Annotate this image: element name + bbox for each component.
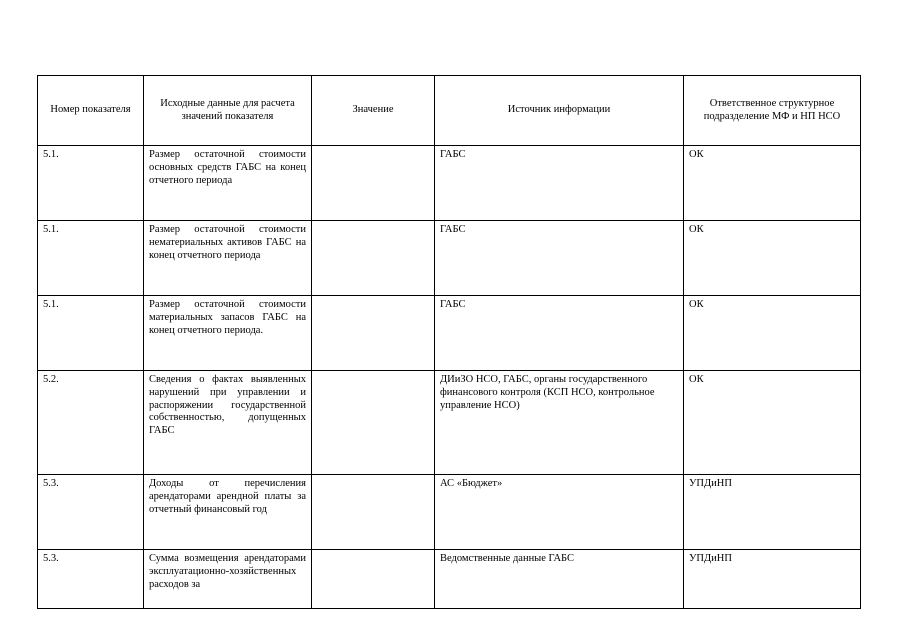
row-number: 5.3.	[38, 475, 144, 550]
row-source: ГАБС	[435, 296, 684, 371]
header-number: Номер показателя	[38, 76, 144, 146]
table-row	[38, 550, 861, 609]
row-number: 5.1.	[38, 146, 144, 221]
row-description: Доходы от перечисления арендаторами арендной платы за отчетный финансовый год	[144, 475, 312, 550]
table-row	[38, 296, 861, 371]
row-responsible: ОК	[684, 221, 861, 296]
row-number: 5.2.	[38, 371, 144, 475]
table-header-row	[38, 76, 861, 146]
row-description: Размер остаточной стоимости материальных запасов ГАБС на конец отчетного периода.	[144, 296, 312, 371]
row-value	[312, 371, 435, 475]
row-description: Сведения о фактах выявленных нарушений при управлении и распоряжении государственной собственностью, допущенных ГАБС	[144, 371, 312, 475]
row-responsible: ОК	[684, 146, 861, 221]
row-description: Сумма возмещения арендаторами эксплуатационно-хозяйственных расходов за	[144, 550, 312, 609]
row-value	[312, 475, 435, 550]
header-value: Значение	[312, 76, 435, 146]
row-responsible: УПДиНП	[684, 550, 861, 609]
row-responsible: ОК	[684, 371, 861, 475]
table-row	[38, 146, 861, 221]
row-number: 5.3.	[38, 550, 144, 609]
indicators-table	[37, 75, 861, 609]
row-source: Ведомственные данные ГАБС	[435, 550, 684, 609]
row-source: АС «Бюджет»	[435, 475, 684, 550]
row-value	[312, 296, 435, 371]
table-row	[38, 221, 861, 296]
row-source: ГАБС	[435, 221, 684, 296]
row-description: Размер остаточной стоимости нематериальных активов ГАБС на конец отчетного периода	[144, 221, 312, 296]
row-value	[312, 146, 435, 221]
row-number: 5.1.	[38, 296, 144, 371]
row-source: ДИиЗО НСО, ГАБС, органы государственного финансового контроля (КСП НСО, контрольное управление НСО)	[435, 371, 684, 475]
row-value	[312, 221, 435, 296]
header-responsible-unit: Ответственное структурное подразделение МФ и НП НСО	[684, 76, 861, 146]
table-row	[38, 371, 861, 475]
row-responsible: ОК	[684, 296, 861, 371]
row-responsible: УПДиНП	[684, 475, 861, 550]
header-source-data: Исходные данные для расчета значений показателя	[144, 76, 312, 146]
row-value	[312, 550, 435, 609]
row-description: Размер остаточной стоимости основных средств ГАБС на конец отчетного периода	[144, 146, 312, 221]
table-row	[38, 475, 861, 550]
row-number: 5.1.	[38, 221, 144, 296]
row-source: ГАБС	[435, 146, 684, 221]
header-information-source: Источник информации	[435, 76, 684, 146]
